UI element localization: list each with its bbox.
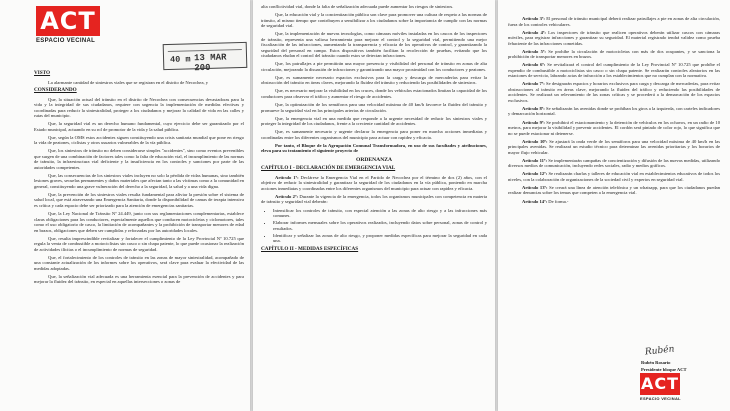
article [508,30,720,47]
article-label: Artículo 10º: [522,138,548,144]
article-label: Artículo 1º: [275,174,299,180]
article [508,81,720,103]
article [261,175,487,192]
document-page-2 [253,0,495,411]
article-label: Artículo 3º: [522,16,545,21]
reception-stamp [163,42,248,74]
considerando-paragraph: Que, la situación actual del tránsito en el distrito de Necochea con consecuencias devastadoras para la vida y la integridad de sus ciudadanos, requiere con urgencia la implementación de medidas efectivas y coordinadas para reducir la siniestralidad, proteger a los ciudadanos y mejorar la calidad de vida en las calles y rutas del municipio. [34,96,244,118]
signer-name: Rubén Rosario [641,360,671,365]
article-label: Artículo 6º: [522,62,546,68]
signature-block [641,340,711,373]
stamp-number: 40 m [169,54,191,65]
list-item: • Identificar y señalizar las zonas de alto riesgo, y proponer medidas específicas para mejorar la seguridad en cada una. [273,233,487,244]
visto-text: La alarmante cantidad de siniestros viales que se registran en el distrito de Necochea, y [48,79,209,85]
chapter2-heading: CAPÍTULO II - MEDIDAS ESPECÍFICAS [261,245,359,252]
stamp-date: 13 MAR 200 [193,52,227,74]
considerando-paragraph: Que, la señalización vial adecuada es una herramienta esencial para la prevención de accidentes y para mejorar la fluidez del tránsito, en especial en aquellas intersecciones o zonas de [34,273,244,285]
article-text: Se designarán espacios y horarios exclusivos para carga y descarga de mercaderías, para evitar obstrucciones al tránsito en áreas clave, mejorando la fluidez del tráfico y reduciendo las posibilidades de accidentes. Se realizará un relevamiento de las zonas críticas y se procederá a la demarcación de los espacios exclusivos. [508,81,720,103]
document-page-3 [498,0,730,411]
article-label: Artículo 12º: [522,171,548,177]
article-text: Se prohíbe la circulación de motocicletas con más de dos ocupantes, y se sanciona la prohibición de transportar menores en brazos. [508,48,720,60]
article-label: Artículo 7º: [522,81,545,87]
chapter1-heading: CAPÍTULO I - DECLARACIÓN DE EMERGENCIA VIAL [261,165,396,172]
article-label: Artículo 13º: [522,184,548,190]
considerando-paragraph: Que, es sumamente necesario espacios exclusivos para la carga y descarga de mercaderías para evitar la obstrucción del tránsito en áreas claves, mejorando la fluidez del tránsito y reduciendo las posibilidades de siniestros. [261,74,487,86]
considerando-paragraph: Que, resulta imprescindible revitalizar y fortalecer el cumplimiento de la Ley Provincial Nº 10.725 que regula la venta de combustible a motociclistas sin casco o sin chapa patente, lo que puede ocasionar la realización de actividades ilícitas o el incumplimiento de normas de seguridad. [34,235,244,252]
article [508,158,720,169]
considerando-paragraph: Que, la optimización de los semáforos para una velocidad máxima de 40 km/h favorece la fluidez del tránsito y promueve la seguridad vial en las principales arterias de circulación. [261,102,487,113]
document-page-1 [0,0,250,411]
article-label: Artículo 8º: [522,105,545,111]
act-logo-caption: ESPACIO VECINAL [640,396,681,401]
considerando-paragraph: Que, la implementación de nuevas tecnologías, como cámaras móviles instaladas en los cascos de los inspectores de tránsito, representa una valiosa herramienta para mejorar el control y la seguridad vial, permitiendo una mejor fiscalización de las infracciones, aumentando la transparencia y eficacia de los operativos de control, y garantizando la seguridad del personal en campo. Estos dispositivos también facilitan la recolección de pruebas, evitando que los ciudadanos eludan el control del tránsito cuando estos se detectan infracciones. [261,31,487,59]
page3-body [508,16,720,207]
article-label: Artículo 5º: [522,48,546,54]
considerando-paragraph: Que, es sumamente necesario y urgente declarar la emergencia para poner en marcha acciones inmediatas y coordinadas entre los diferentes organismos del municipio para actuar con rapidez y eficacia. [261,129,487,140]
article [508,199,720,205]
considerando-paragraph: Que, el fortalecimiento de los controles de tránsito en las zonas de mayor siniestralidad, acompañado de una constante actualización de los informes sobre los operativos, será clave para evaluar la efectividad de las medidas adoptadas. [34,254,244,271]
considerando-paragraph: Que, la educación vial y la concientización pública son clave para promover una cultura de respeto a las normas de tránsito, al mismo tiempo que contribuyen a sensibilizar a los ciudadanos sobre la importancia de cumplir con las normas de seguridad vial. [261,12,487,29]
article-text: Se realizarán charlas y talleres de educación vial en establecimientos educativos de todos los niveles, con la colaboración de organizaciones de la sociedad civil y expertos en seguridad vial. [508,171,720,182]
article-text: Se ajustará la onda verde de los semáforos para una velocidad máxima de 40 km/h en las principales avenidas. Se realizará un estudio técnico para determinar las avenidas prioritarias y los horarios de mayor flujo vehicular. [508,138,720,155]
article-label: Artículo 14º: [522,198,548,204]
considerando-heading: CONSIDERANDO [34,87,77,93]
act-logo-mark: ACT [36,6,100,36]
article-label: Artículo 2º: [275,193,299,199]
article [508,171,720,182]
article [508,185,720,196]
considerando-paragraph: Que, los patrullajes a pie permitirán una mayor presencia y visibilidad del personal de tránsito en zonas de alta circulación, mejorando la disuasión de infracciones y garantizando una mayor proximidad con los conductores y peatones. [261,61,487,72]
considerando-paragraph: Que, los siniestros de tránsito no deben considerarse simples "accidentes", sino como eventos prevenibles que surgen de una combinación de factores tales como la falta de educación vial, el incumplimiento de las normas de tránsito, la infraestructura vial deficiente y la insuficiencia en los controles y sanciones por parte de las autoridades competentes. [34,148,244,170]
article-label: Artículo 9º: [522,119,545,125]
act-logo-small [640,373,681,401]
article-text: Los inspectores de tránsito que realicen operativos deberán utilizar cascos con cámaras móviles, para registrar infracciones y garantizar su seguridad. El material registrado tendrá validez como prueba fehaciente de las infracciones cometidas. [508,29,720,46]
visto-heading: VISTO [34,70,51,76]
article-text: Se creará una línea de atención telefónica y un whatsapp, para que los ciudadanos puedan realizar denuncias sobre los temas que competen a la emergencia vial. [508,184,720,196]
considerando-paragraph: Que, la seguridad vial es un derecho humano fundamental, cuyo ejercicio debe ser garantizado por el Estado municipal, actuando en su rol de promotor de la vida y la salud pública. [34,121,244,132]
article [508,62,720,79]
article-text: Durante la vigencia de la emergencia, todos los organismos municipales con competencia en materia de tránsito y seguridad vial deberán: [261,193,488,205]
article-label: Artículo 11º: [522,157,547,163]
act-logo-caption: ESPACIO VECINAL [36,38,96,44]
article [261,194,487,205]
ordenanza-heading: ORDENANZA [355,156,393,163]
considerando-paragraph: Que, las consecuencias de los siniestros viales incluyen no solo la pérdida de vidas humanas, sino también lesiones graves, secuelas permanentes y daños materiales que afectan tanto a las víctimas como a la comunidad en general, constituyendo una grave vulneración del derecho a la seguridad, la salud y a una vida digna. [34,172,244,189]
list-item: • Elaborar informes mensuales sobre los operativos realizados, incluyendo datos sobre personal, zonas de control y resultados. [273,220,487,231]
article [508,106,720,117]
list-item: • Intensificar los controles de tránsito, con especial atención a las zonas de alto riesgo y a las infracciones más comunes. [273,208,487,219]
considerando-paragraph: alta conflictividad vial, donde la falta de señalización adecuada puede aumentar los riesgos de siniestros. [261,4,454,9]
considerando-paragraph: Que, la Ley Nacional de Tránsito Nº 24.449, junto con sus reglamentaciones complementarias, establece claras obligaciones para los conductores, especialmente aquellos que conducen motocicletas y ciclomotores, tales como el uso obligatorio de casco, la limitación de acompañantes y la prohibición de transportar menores de edad en brazos, obligaciones que deben ser cumplidas y reforzadas por las autoridades locales. [34,211,244,233]
article [508,139,720,156]
article-text: Declárese la Emergencia Vial en el Partido de Necochea por el término de dos (2) años, con el objetivo de reducir la siniestralidad y garantizar la seguridad de los ciudadanos en la vía pública, poniendo en marcha acciones inmediatas y coordinadas entre los diferentes organismos del municipio para actuar con rapidez y eficacia. [261,174,487,191]
considerando-paragraph: Que, la emergencia vial en una medida que responde a la urgente necesidad de reducir los siniestros viales y proteger la integridad de los ciudadanos, frente a la creciente cantidad de accidentes. [261,115,487,127]
page1-body [34,68,244,287]
considerando-paragraph: Que, según la OMS estos accidentes siguen constituyendo una crisis sanitaria mundial que pone en riesgo la vida de peatones, ciclistas y otros usuarios vulnerables de la vía pública. [34,134,244,146]
considerando-paragraph: Que, es necesario mejorar la visibilidad en los cruces, donde los vehículos estacionados limitan la capacidad de los conductores para observar el tráfico y aumentar el riesgo de accidentes. [261,88,487,99]
considerando-paragraph: Que, la prevención de los siniestros viales resulta fundamental para aliviar la presión sobre el sistema de salud local, que está atravesando una Emergencia Sanitaria, donde la disponibilidad de camas de terapia intensiva es crítica y cada espacio debe ser priorizado para la atención de emergencias sanitarias. [34,191,244,208]
article-text: Se señalizarán las avenidas donde se prohíban los giros a la izquierda, con carteles indicadores y demarcación horizontal. [508,105,720,117]
article-text: De forma.- [548,198,569,204]
act-logo [36,6,100,44]
article-label: Artículo 4º: [522,29,546,35]
page2-body [261,4,487,255]
measures-list [261,208,487,244]
resolution-text: Por tanto, el Bloque de la Agrupación Comunal Transformadora, en uso de sus facultades y atribuciones, eleva para su tratamiento el siguiente proyecto de [261,142,487,154]
act-logo-mark: ACT [640,374,680,393]
article-text: Se prohibirá el estacionamiento y la detención de vehículos en los ochavos, en un radio de 10 metros, para mejorar la visibilidad y prevenir accidentes. El cordón será pintado de color rojo, lo que significa que no se puede estacionar ni detenerse. [508,119,721,136]
article-text: Se implementarán campañas de concientización y difusión de las nuevas medidas, utilizando diversos medios de comunicación, incluyendo redes sociales, radio y medios gráficos. [508,157,720,169]
signature: Rubén [644,344,675,358]
article [508,49,720,60]
article-text: Se revitalizará el control del cumplimiento de la Ley Provincial Nº 10.725 que prohíbe el expendio de combustible a motociclistas sin casco o sin chapa patente. Se realizarán controles aleatorios en las estaciones de servicio, labrando actas de infracción a los establecimientos que no cumplan con la normativa. [508,62,720,79]
article [508,16,720,27]
signer-role: Presidente bloque ACT [641,367,687,373]
article [508,120,720,137]
article-text: El personal de tránsito municipal deberá realizar patrullajes a pie en zonas de alta circulación, fuera de los controles vehiculares. [508,16,720,27]
